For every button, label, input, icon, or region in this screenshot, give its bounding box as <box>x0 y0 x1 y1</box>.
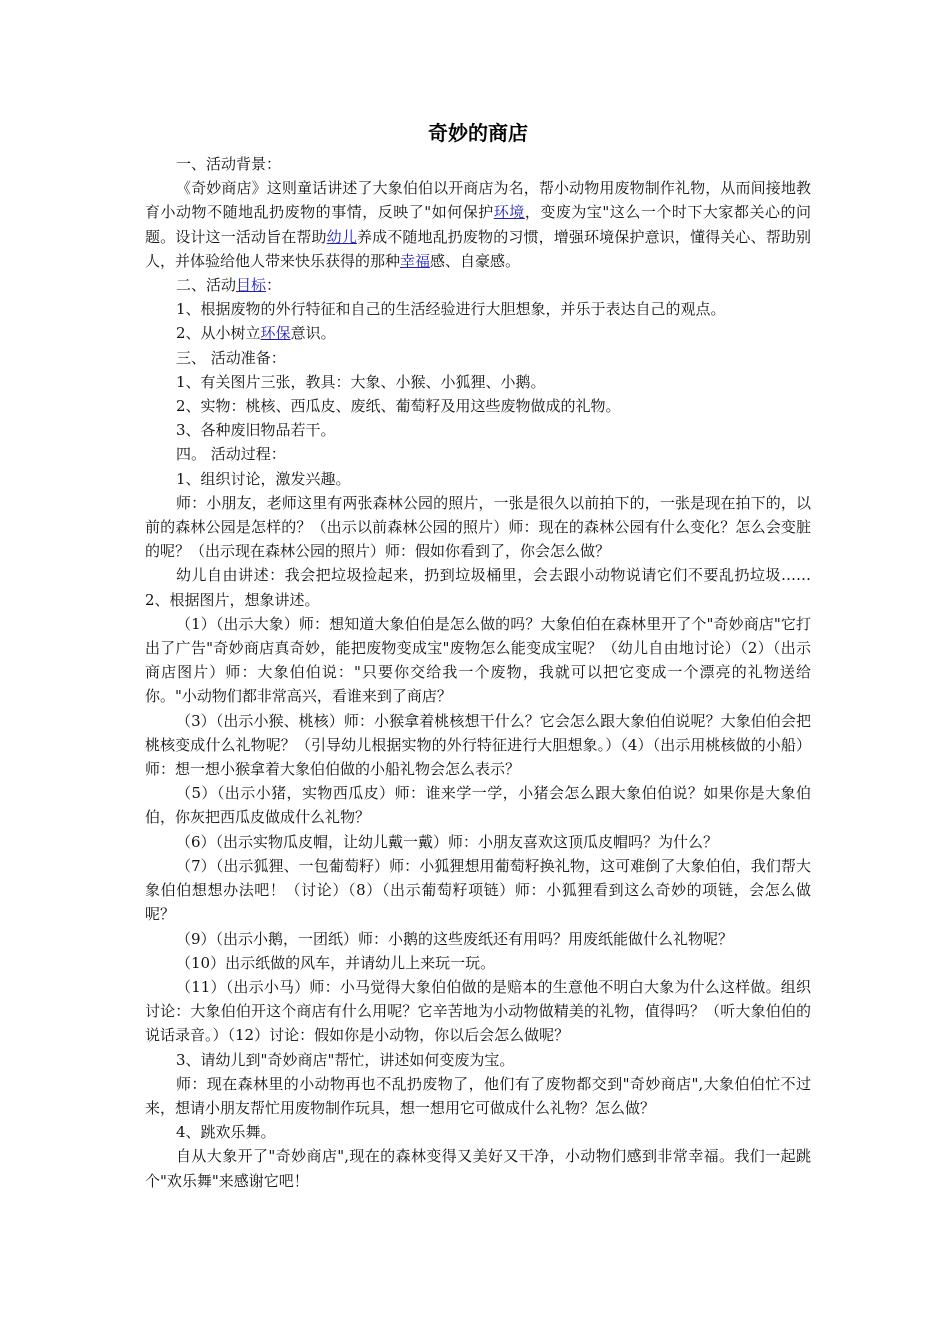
link-eco[interactable]: 环保 <box>260 324 291 343</box>
text-run: 养成不随地乱扔废物的习惯，增强环境保护意识，懂得关心、帮助别人，并体验给他人带来快乐获得的那种 <box>145 227 811 270</box>
link-happiness[interactable]: 幸福 <box>400 251 431 270</box>
process-step-3: 3、请幼儿到"奇妙商店"帮忙，讲述如何变废为宝。 <box>176 1050 515 1069</box>
paragraph-horse: （11）（出示小马）师：小马觉得大象伯伯做的是赔本的生意他不明白大象为什么这样做。组织讨论：大象伯伯开这个商店有什么用呢？它辛苦地为小动物做精美的礼物，值得吗？（听大象伯伯的说话录音。）（12）讨论：假如你是小动物，你以后会怎么做呢？ <box>145 977 811 1045</box>
paragraph-children-talk: 幼儿自由讲述：我会把垃圾捡起来，扔到垃圾桶里，会去跟小动物说请它们不要乱扔垃圾……2、根据图片，想象讲述。 <box>145 566 811 609</box>
process-step-4: 4、跳欢乐舞。 <box>176 1123 276 1142</box>
paragraph-hat: （6）（出示实物瓜皮帽，让幼儿戴一戴）师：小朋友喜欢这顶瓜皮帽吗？为什么？ <box>176 832 719 851</box>
text-run: 《奇妙商店》这则童话讲述了大象伯伯以开商店为名，帮小动物用废物制作礼物，从而间接地教育小动物不随地乱扔废物的事情，反映了"如何保护 <box>145 179 811 222</box>
text-run: 二、活动 <box>176 276 237 295</box>
process-step-1: 1、组织讨论，激发兴趣。 <box>176 469 351 488</box>
section-heading-prep: 三、 活动准备： <box>176 348 286 367</box>
text-run: 2、从小树立 <box>176 324 261 343</box>
text-run: 感、自豪感。 <box>430 251 521 270</box>
section-heading-process: 四。 活动过程： <box>176 445 286 464</box>
paragraph-monkey: （3）（出示小猴、桃核）师：小猴拿着桃核想干什么？它会怎么跟大象伯伯说呢？大象伯伯会把桃核变成什么礼物呢？（引导幼儿根据实物的外行特征进行大胆想象。）（4）（出示用桃核做的小船）师：想一想小猴拿着大象伯伯做的小船礼物会怎么表示？ <box>145 711 811 779</box>
prep-item-2: 2、实物：桃核、西瓜皮、废纸、葡萄籽及用这些废物做成的礼物。 <box>176 397 621 416</box>
paragraph-teacher-intro: 师：小朋友，老师这里有两张森林公园的照片，一张是很久以前拍下的，一张是现在拍下的，以前的森林公园是怎样的？（出示以前森林公园的照片）师：现在的森林公园有什么变化？怎么会变脏的呢？（出示现在森林公园的照片）师：假如你看到了，你会怎么做？ <box>145 493 811 561</box>
section-heading-goal <box>145 273 811 297</box>
paragraph-fox: （7）（出示狐狸、一包葡萄籽）师：小狐狸想用葡萄籽换礼物，这可难倒了大象伯伯，我们帮大象伯伯想想办法吧！（讨论）（8）（出示葡萄籽项链）师：小狐狸看到这么奇妙的项链，会怎么做呢？ <box>145 856 811 924</box>
paragraph-pig: （5）（出示小猪，实物西瓜皮）师：谁来学一学，小猪会怎么跟大象伯伯说？如果你是大象伯伯，你灰把西瓜皮做成什么礼物？ <box>145 784 811 827</box>
document-page <box>145 118 811 1193</box>
paragraph-teacher-help: 师：现在森林里的小动物再也不乱扔废物了，他们有了废物都交到"奇妙商店",大象伯伯忙不过来，想请小朋友帮忙用废物制作玩具，想一想用它可做成什么礼物？怎么做？ <box>145 1074 811 1117</box>
text-run: ： <box>266 276 282 295</box>
prep-item-1: 1、有关图片三张，教具：大象、小猴、小狐狸、小鹅。 <box>176 372 546 391</box>
document-title: 奇妙的商店 <box>428 121 528 145</box>
text-run: ，变废为宝"这么一个时下大家都关心的问题。设计这一活动旨在帮助 <box>145 203 811 246</box>
text-run: 意识。 <box>290 324 336 343</box>
goal-item-1: 1、根据废物的外行特征和自己的生活经验进行大胆想象，并乐于表达自己的观点。 <box>176 300 726 319</box>
paragraph-elephant: （1）（出示大象）师：想知道大象伯伯是怎么做的吗？大象伯伯在森林里开了个"奇妙商店"它打出了广告"奇妙商店真奇妙，能把废物变成宝"废物怎么能变成宝呢？（幼儿自由地讨论）（2）（出示商店图片）师：大象伯伯说："只要你交给我一个废物，我就可以把它变成一个漂亮的礼物送给你。"小动物们都非常高兴，看谁来到了商店？ <box>145 614 811 706</box>
link-environment[interactable]: 环境 <box>493 203 525 222</box>
goal-item-2 <box>145 321 811 345</box>
paragraph-ending: 自从大象开了"奇妙商店",现在的森林变得又美好又干净，小动物们感到非常幸福。我们一起跳个"欢乐舞"来感谢它吧！ <box>145 1147 811 1190</box>
section-heading-background: 一、活动背景： <box>176 155 282 173</box>
link-goal[interactable]: 目标 <box>236 276 267 295</box>
paragraph-windmill: （10）出示纸做的风车，并请幼儿上来玩一玩。 <box>176 953 496 972</box>
prep-item-3: 3、各种废旧物品若干。 <box>176 421 336 440</box>
background-paragraph <box>145 176 811 273</box>
link-child[interactable]: 幼儿 <box>326 227 357 246</box>
paragraph-goose: （9）（出示小鹅，一团纸）师：小鹅的这些废纸还有用吗？用废纸能做什么礼物呢？ <box>176 929 734 948</box>
